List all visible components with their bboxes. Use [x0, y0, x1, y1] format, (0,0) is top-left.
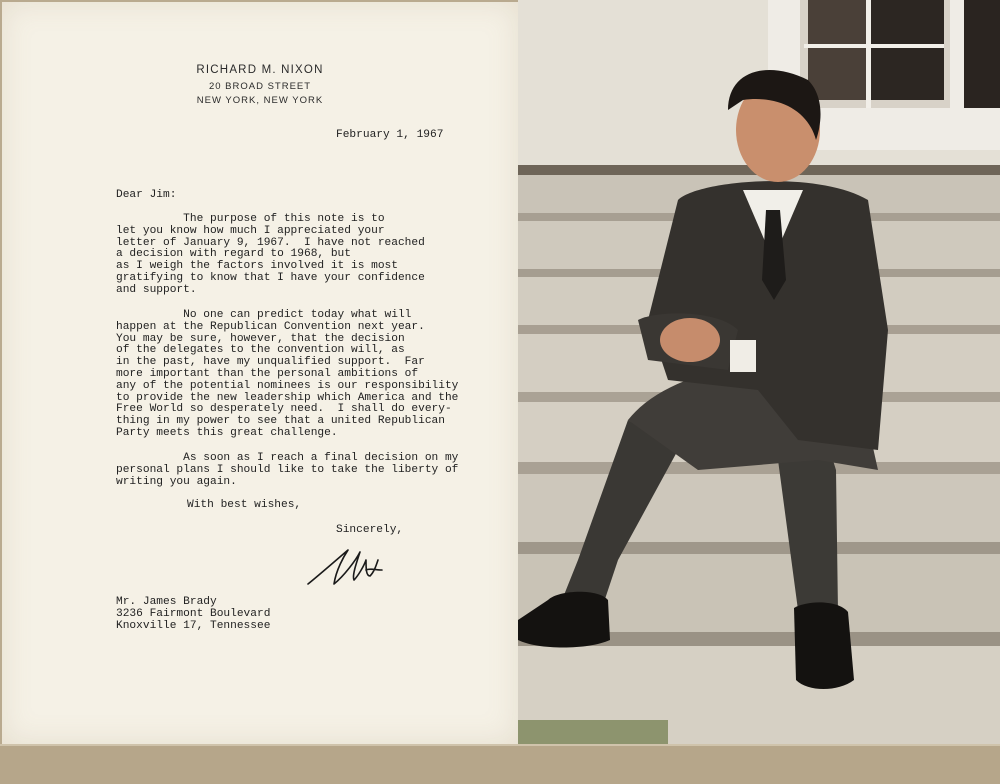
letter-paragraph-3: As soon as I reach a final decision on my personal plans I should like to take the liberty of writing you again. — [116, 452, 459, 488]
mount-frame-strip — [0, 744, 1000, 784]
letterhead-name: RICHARD M. NIXON — [196, 64, 324, 76]
letter-page — [2, 2, 518, 744]
recipient-address: Mr. James Brady 3236 Fairmont Boulevard Knoxville 17, Tennessee — [116, 596, 271, 632]
handwritten-signature — [304, 540, 384, 590]
letter-paragraph-1: The purpose of this note is to let you know how much I appreciated your letter of January 9, 1967. I have not reached a decision with regard to 1968, but as I weigh the factors involved it is most gratifying to know that I have your confidence and support. — [116, 213, 425, 296]
letter-closing-sincerely: Sincerely, — [336, 524, 404, 536]
letter-salutation: Dear Jim: — [116, 189, 177, 201]
letter-paragraph-2: No one can predict today what will happen at the Republican Convention next year. You may be sure, however, that the decision of the delegates to the convention will, as in the past, have my unqualified support. Far more important than the personal ambitions of any of the potential nominees is our responsibility to provide the new leadership which America and the Free World so desperately need. I shall do every- thing in my power to see that a united Republican Party meets this great challenge. — [116, 309, 459, 439]
letter-closing-wishes: With best wishes, — [187, 499, 302, 511]
letterhead-address-city: NEW YORK, NEW YORK — [196, 95, 324, 106]
portrait-photo-illustration — [518, 0, 1000, 746]
letterhead-address-street: 20 BROAD STREET — [208, 81, 312, 92]
portrait-photo — [518, 0, 1000, 746]
letter-date: February 1, 1967 — [336, 129, 444, 141]
